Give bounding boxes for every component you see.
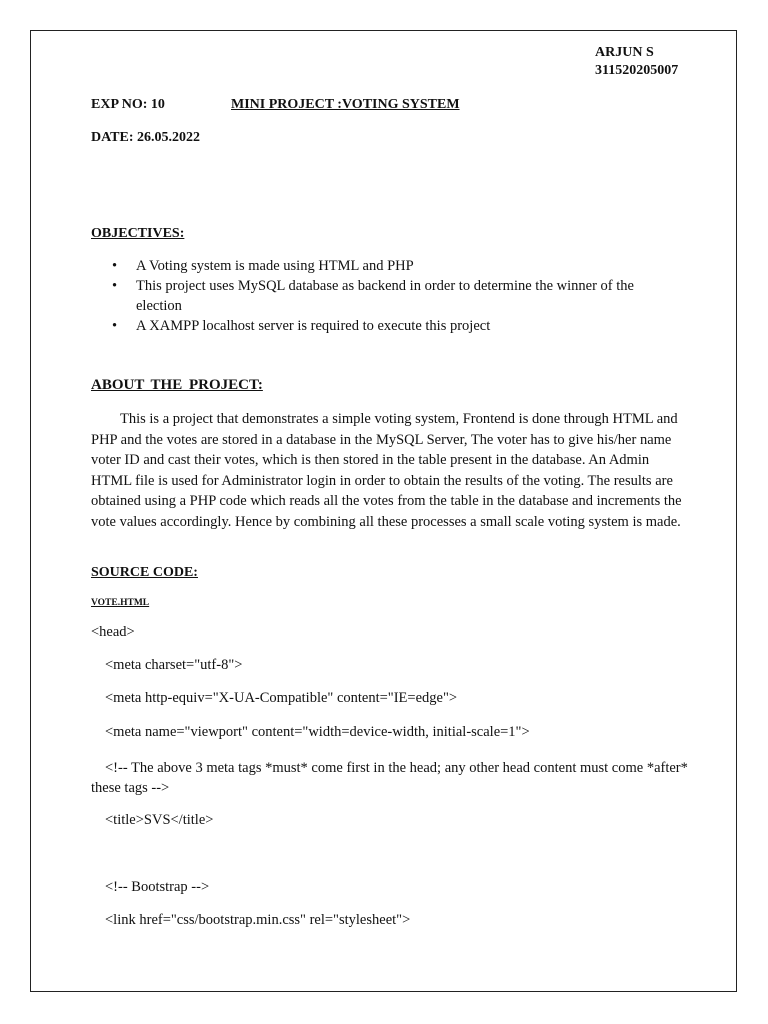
author-name: ARJUN S: [595, 45, 654, 60]
file-label: VOTE.HTML: [91, 598, 150, 608]
code-line: <head>: [91, 624, 135, 640]
code-line: <meta name="viewport" content="width=device-width, initial-scale=1">: [105, 724, 530, 740]
about-paragraph: This is a project that demonstrates a simple voting system, Frontend is done through HTML and PHP and the votes are stored in a database in the MySQL Server, The voter has to give his/her name voter ID and cast their votes, which is then stored in the table present in the database. An Admin HTML file is used for Administrator login in order to obtain the results of the voting. The results are obtained using a PHP code which reads all the votes from the table in the database and increments the vote values accordingly. Hence by combining all these processes a small scale voting system is made.: [91, 411, 682, 530]
code-line: <!-- Bootstrap -->: [105, 879, 210, 895]
objectives-heading: OBJECTIVES:: [91, 226, 185, 241]
date-line: DATE: 26.05.2022: [91, 130, 201, 145]
code-line: <!-- The above 3 meta tags *must* come first in the head; any other head content must come *after* these tags -->: [91, 760, 688, 796]
author-id: 311520205007: [595, 63, 679, 78]
source-code-heading: SOURCE CODE:: [91, 565, 198, 580]
about-heading: ABOUT THE PROJECT:: [91, 377, 263, 393]
code-line: <link href="css/bootstrap.min.css" rel="stylesheet">: [105, 912, 411, 928]
list-item: • A Voting system is made using HTML and PHP: [112, 256, 672, 276]
list-item: • This project uses MySQL database as backend in order to determine the winner of the election: [112, 276, 672, 316]
code-line: <meta http-equiv="X-UA-Compatible" content="IE=edge">: [105, 690, 458, 706]
experiment-number: EXP NO: 10: [91, 97, 165, 112]
code-line: <meta charset="utf-8">: [105, 657, 243, 673]
code-line: <title>SVS</title>: [105, 812, 214, 828]
list-item: • A XAMPP localhost server is required to execute this project: [112, 316, 672, 336]
project-title: MINI PROJECT :VOTING SYSTEM: [231, 97, 460, 112]
objectives-list: [112, 256, 672, 336]
